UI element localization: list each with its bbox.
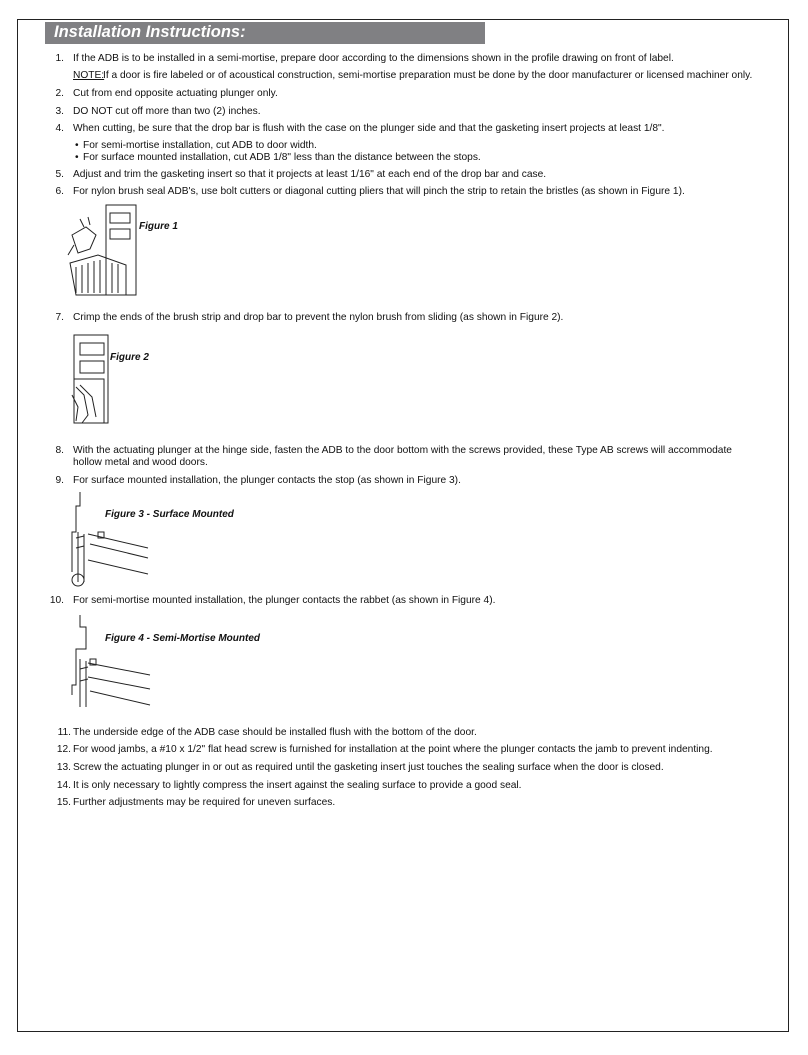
step-number: 11. — [57, 727, 71, 738]
section-title: Installation Instructions: — [54, 23, 246, 41]
step-text: DO NOT cut off more than two (2) inches. — [73, 106, 261, 117]
step-number: 2. — [55, 88, 64, 99]
figure-1-illustration — [68, 205, 138, 297]
step-text: When cutting, be sure that the drop bar is flush with the case on the plunger side and that the gasketing insert projects at least 1/8". — [73, 123, 665, 134]
bullet-text: For surface mounted installation, cut ADB 1/8" less than the distance between the stops. — [83, 152, 481, 163]
step-text: Further adjustments may be required for uneven surfaces. — [73, 797, 336, 808]
step-text: It is only necessary to lightly compress the insert against the sealing surface to provide a good seal. — [73, 780, 522, 791]
step-number: 3. — [55, 106, 64, 117]
step-text: Screw the actuating plunger in or out as required until the gasketing insert just touches the sealing surface when the door is closed. — [73, 762, 664, 773]
figure-4-label: Figure 4 - Semi-Mortise Mounted — [105, 633, 261, 644]
step-number: 13. — [56, 762, 71, 773]
step-text: If the ADB is to be installed in a semi-mortise, prepare door according to the dimensions shown in the profile drawing on front of label. — [73, 53, 674, 64]
step-number: 9. — [55, 475, 64, 486]
step-text: The underside edge of the ADB case should be installed flush with the bottom of the door. — [73, 727, 477, 738]
step-number: 1. — [55, 53, 64, 64]
step-number: 14. — [56, 780, 71, 791]
figure-3-label: Figure 3 - Surface Mounted — [105, 509, 234, 520]
figure-4-illustration — [66, 615, 156, 710]
step-number: 8. — [55, 445, 64, 456]
step-number: 4. — [55, 123, 64, 134]
step-text: For surface mounted installation, the plunger contacts the stop (as shown in Figure 3). — [73, 475, 461, 486]
step-text: Cut from end opposite actuating plunger only. — [73, 88, 278, 99]
figure-3-illustration — [66, 492, 156, 588]
step-number: 7. — [55, 312, 64, 323]
figure-2-label: Figure 2 — [110, 352, 149, 363]
note-text: If a door is fire labeled or of acoustical construction, semi-mortise preparation must be done by the door manufacturer or licensed machiner only. — [103, 70, 753, 81]
step-number: 15. — [56, 797, 71, 808]
step-number: 6. — [55, 186, 64, 197]
section-header — [45, 22, 485, 44]
step-text: Crimp the ends of the brush strip and drop bar to prevent the nylon brush from sliding (as shown in Figure 2). — [73, 312, 564, 323]
step-number: 5. — [55, 169, 64, 180]
step-text: Adjust and trim the gasketing insert so that it projects at least 1/16" at each end of the drop bar and case. — [73, 169, 547, 180]
step-text: For wood jambs, a #10 x 1/2" flat head screw is furnished for installation at the point where the plunger contacts the jamb to prevent indenting. — [73, 744, 713, 755]
step-number: 12. — [56, 744, 71, 755]
bullet: • — [75, 152, 79, 163]
figure-1-label: Figure 1 — [139, 221, 178, 232]
step-text: For nylon brush seal ADB's, use bolt cutters or diagonal cutting pliers that will pinch the strip to retain the bristles (as shown in Figure 1). — [73, 186, 685, 197]
note-label: NOTE: — [73, 70, 105, 81]
step-text: For semi-mortise mounted installation, the plunger contacts the rabbet (as shown in Figure 4). — [73, 595, 496, 606]
step-text-continued: hollow metal and wood doors. — [73, 457, 208, 468]
step-text: With the actuating plunger at the hinge side, fasten the ADB to the door bottom with the screws provided, these Type AB screws will accommodate — [73, 445, 732, 456]
step-number: 10. — [49, 595, 64, 606]
bullet: • — [75, 140, 79, 151]
figure-2-illustration — [70, 335, 110, 425]
bullet-text: For semi-mortise installation, cut ADB to door width. — [83, 140, 317, 151]
